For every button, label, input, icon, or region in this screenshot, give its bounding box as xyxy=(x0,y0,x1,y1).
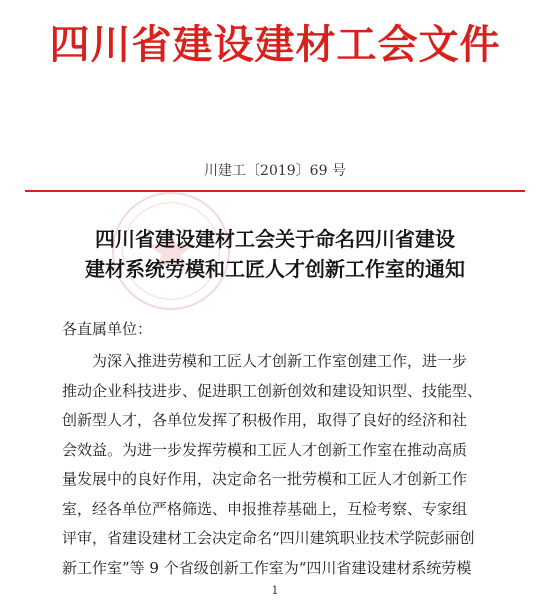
body-line: 室，经各单位严格筛选、申报推荐基础上，互检考察、专家组 xyxy=(62,499,468,518)
document-header-title: 四川省建设建材工会文件 xyxy=(49,22,501,68)
body-paragraph xyxy=(62,347,496,583)
page-number: 1 xyxy=(271,584,279,597)
notice-title-line-1: 四川省建设建材工会关于命名四川省建设 xyxy=(95,227,455,251)
body-line: 创新型人才，各单位发挥了积极作用，取得了良好的经济和社 xyxy=(62,411,468,429)
salutation: 各直属单位： xyxy=(62,320,153,338)
red-divider-line xyxy=(25,190,525,192)
body-line: 会效益。为进一步发挥劳模和工匠人才创新工作室在推动高质 xyxy=(62,440,468,459)
notice-title xyxy=(0,224,550,284)
body-line: 评审，省建设建材工会决定命名“四川建筑职业技术学院彭丽创 xyxy=(62,529,475,547)
notice-title-line-2: 建材系统劳模和工匠人才创新工作室的通知 xyxy=(85,257,465,281)
body-line: 量发展中的良好作用，决定命名一批劳模和工匠人才创新工作 xyxy=(62,470,468,488)
body-line: 新工作室”等 9 个省级创新工作室为“四川省建设建材系统劳模 xyxy=(62,558,472,577)
document-number: 川建工〔2019〕69 号 xyxy=(204,163,346,179)
body-line: 推动企业科技进步、促进职工创新创效和建设知识型、技能型、 xyxy=(62,381,483,400)
body-line: 为深入推进劳模和工匠人才创新工作室创建工作，进一步 xyxy=(92,352,468,370)
